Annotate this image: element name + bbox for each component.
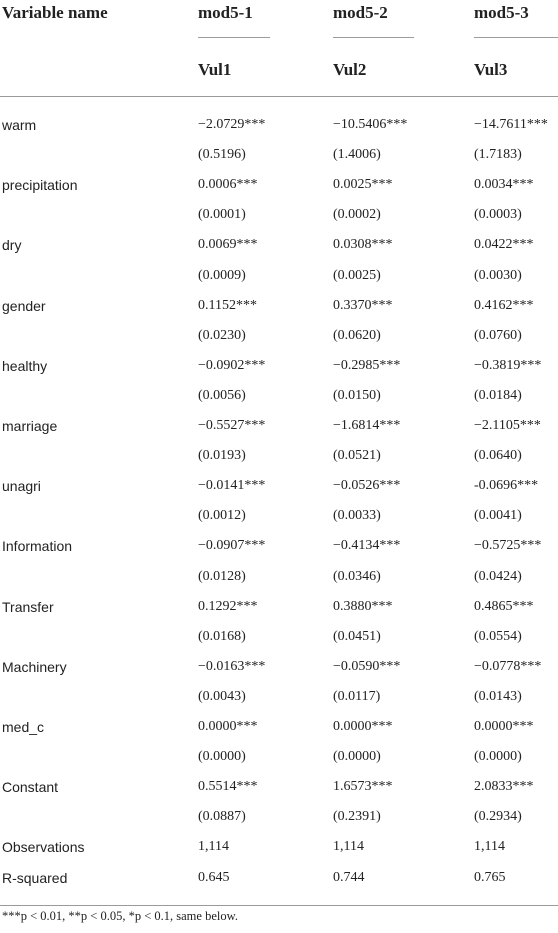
row-label: med_c [2,719,45,735]
cell-value: −0.0526*** [333,478,401,494]
table-row [0,261,558,291]
row-label: Information [2,538,73,555]
model-1-underline [198,37,270,38]
cell-value: −14.7611*** [474,117,548,132]
cell-value: (0.0230) [198,327,246,343]
cell-value: 0.4865*** [474,598,534,614]
header-model-2: mod5-2 [333,3,388,22]
cell-value: (0.0117) [333,688,381,704]
row-label: dry [2,237,22,254]
cell-value: −0.5725*** [474,538,542,554]
cell-value: (0.0025) [333,267,381,283]
cell-value: (0.0033) [333,508,381,524]
table-row [0,110,558,140]
cell-value: (0.0193) [198,448,246,464]
row-label: marriage [2,418,58,434]
cell-value: 0.0308*** [333,237,393,253]
cell-value: −10.5406*** [333,117,408,132]
header-depvar-1: Vul1 [198,60,232,79]
cell-value: −0.0163*** [198,658,266,674]
cell-value: −2.1105*** [474,418,541,433]
table-row [0,802,558,832]
table-row [0,832,558,862]
table-row [0,562,558,592]
cell-value: −1.6814*** [333,418,401,433]
table-footnote: ***p < 0.01, **p < 0.05, *p < 0.1, same below. [2,909,238,923]
header-bottom-rule [0,96,558,97]
table-bottom-rule [0,905,558,906]
cell-value: (0.0000) [333,749,381,765]
cell-value: (1.4006) [333,147,381,163]
row-label: Machinery [2,658,67,675]
row-label: Constant [2,779,59,796]
table-row [0,471,558,501]
table-row [0,592,558,622]
cell-value: (0.0424) [474,568,522,584]
cell-value: −0.0778*** [474,658,542,674]
cell-value: −0.4134*** [333,538,401,554]
cell-value: (0.0150) [333,387,381,403]
table-row [0,622,558,652]
table-row [0,200,558,230]
cell-value: 0.0006*** [198,177,258,193]
cell-value: -0.0696*** [474,478,539,494]
table-row [0,501,558,531]
row-label: R-squared [2,869,68,886]
cell-value: (0.2934) [474,809,522,825]
cell-value: 0.0034*** [474,177,534,193]
cell-value: (1.7183) [474,147,522,163]
cell-value: (0.0003) [474,207,522,223]
header-model-1: mod5-1 [198,3,253,22]
row-label: Transfer [2,598,54,615]
cell-value: −0.3819*** [474,357,542,373]
table-row [0,742,558,772]
table-row [0,140,558,170]
cell-value: (0.0143) [474,688,522,704]
cell-value: (0.0000) [198,749,246,765]
table-row [0,411,558,441]
header-model-3: mod5-3 [474,3,529,22]
row-label: warm [2,117,37,133]
cell-value: 0.744 [333,869,365,885]
table-row [0,351,558,381]
cell-value: −2.0729*** [198,117,266,132]
cell-value: (0.0000) [474,749,522,765]
header-variable-name: Variable name [2,3,108,22]
table-row [0,170,558,200]
cell-value: (0.5196) [198,147,246,163]
cell-value: −0.5527*** [198,418,266,433]
cell-value: 0.1152*** [198,297,257,313]
cell-value: (0.0521) [333,448,381,464]
row-label: healthy [2,357,48,374]
model-3-underline [474,37,558,38]
cell-value: 1,114 [474,839,505,855]
row-label: precipitation [2,177,78,194]
cell-value: (0.0640) [474,448,522,464]
row-label: Observations [2,839,85,856]
cell-value: −0.2985*** [333,357,401,373]
row-label: unagri [2,478,41,495]
cell-value: 1,114 [198,839,229,855]
cell-value: −0.0907*** [198,538,266,554]
cell-value: (0.0012) [198,508,246,524]
cell-value: (0.0001) [198,207,246,223]
table-row [0,682,558,712]
cell-value: (0.0620) [333,327,381,343]
cell-value: (0.0128) [198,568,246,584]
cell-value: 0.0000*** [198,719,258,734]
cell-value: 0.0000*** [474,719,534,734]
cell-value: (0.0043) [198,688,246,704]
table-row [0,652,558,682]
cell-value: 1,114 [333,839,364,855]
cell-value: (0.0451) [333,628,381,644]
table-row [0,712,558,742]
cell-value: (0.2391) [333,809,381,825]
cell-value: 0.765 [474,869,506,885]
cell-value: (0.0168) [198,628,246,644]
table-row [0,321,558,351]
model-2-underline [333,37,414,38]
cell-value: (0.0554) [474,628,522,644]
table-row [0,291,558,321]
cell-value: −0.0902*** [198,357,266,373]
cell-value: (0.0009) [198,267,246,283]
cell-value: 0.0000*** [333,719,393,734]
table-row [0,531,558,561]
table-row [0,772,558,802]
cell-value: 0.4162*** [474,297,534,313]
cell-value: (0.0030) [474,267,522,283]
cell-value: 0.5514*** [198,779,258,795]
cell-value: (0.0002) [333,207,381,223]
table-row [0,381,558,411]
cell-value: 0.0069*** [198,237,258,253]
table-row [0,441,558,471]
cell-value: 0.3880*** [333,598,393,614]
cell-value: (0.0041) [474,508,522,524]
cell-value: −0.0141*** [198,478,266,494]
cell-value: 2.0833*** [474,779,534,795]
cell-value: 0.645 [198,869,230,885]
cell-value: (0.0184) [474,387,522,403]
cell-value: (0.0056) [198,387,246,403]
header-depvar-2: Vul2 [333,60,367,79]
cell-value: (0.0346) [333,568,381,584]
row-label: gender [2,297,46,314]
header-depvar-3: Vul3 [474,60,508,79]
cell-value: 0.3370*** [333,297,393,313]
cell-value: (0.0760) [474,327,522,343]
cell-value: 0.0422*** [474,237,534,253]
cell-value: 0.1292*** [198,598,258,614]
cell-value: −0.0590*** [333,658,401,674]
cell-value: (0.0887) [198,809,246,825]
table-row [0,230,558,260]
cell-value: 0.0025*** [333,177,393,193]
cell-value: 1.6573*** [333,779,393,795]
table-row [0,863,558,893]
table-header [0,0,558,96]
